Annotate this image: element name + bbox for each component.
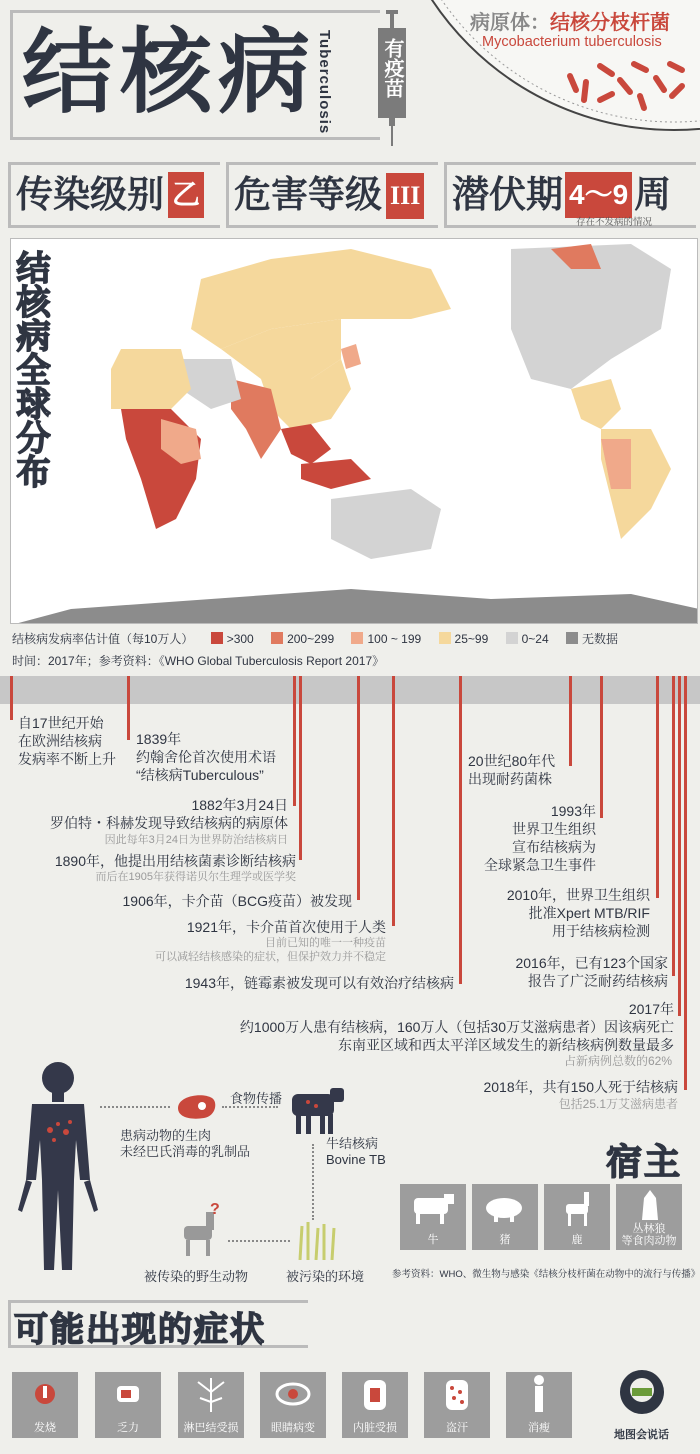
tl-1882: 1882年3月24日 罗伯特・科赫发现导致结核病的病原体 [50,797,288,831]
incubation-note: 存在不发病的情况 [576,217,653,228]
hosts-title: 宿主 [606,1141,683,1182]
arrow-wild [228,1240,290,1242]
host-deer: 鹿 [544,1184,610,1250]
cow-icon [282,1084,348,1136]
host-cattle: 牛 [400,1184,466,1250]
grass-icon [294,1220,342,1260]
stat-incubation [452,172,671,218]
legend-item: >300 [211,632,254,646]
page-title: 结核病 [22,22,317,124]
stat-class-value: 乙 [168,172,204,218]
label-food: 食物传播 [230,1091,283,1106]
hosts-source: 参考资料：WHO、微生物与感染《结核分枝杆菌在动物中的流行与传播》 [392,1269,700,1280]
tl-2010: 2010年，世界卫生组织 批准Xpert MTB/RIF 用于结核病检测 [506,887,650,939]
map-legend [12,630,618,647]
legend-item: 25~99 [439,632,489,646]
meat-icon [172,1090,220,1122]
legend-item: 无数据 [566,632,618,646]
host-pig: 猪 [472,1184,538,1250]
svg-text:?: ? [210,1201,220,1218]
pathogen-label: 病原体： [470,12,550,34]
tl-connector [392,676,395,926]
pathogen-label-line [470,6,670,35]
map-source: 时间：2017年；参考资料：《WHO Global Tuberculosis Report 2017》 [12,654,385,668]
symptom-eye: 眼睛病变 [260,1372,326,1438]
stat-hazard-value: III [386,173,424,219]
stat-hazard [234,172,424,219]
tl-2017-sub: 占新病例总数的62% [563,1054,672,1068]
symptom-lymph: 淋巴结受损 [178,1372,244,1438]
legend-title: 结核病发病率估计值（每10万人） [12,632,194,646]
tl-1980s: 20世纪80年代 出现耐药菌株 [468,753,556,787]
tl-connector [569,676,572,766]
tl-17c: 自17世纪开始 在欧洲结核病 发病率不断上升 [18,715,116,767]
deer-icon [176,1200,224,1258]
world-map [10,238,698,624]
tl-2018-sub: 包括25.1万艾滋病患者 [558,1097,678,1111]
pathogen-en: Mycobacterium tuberculosis [482,34,662,50]
stat-class-label: 传染级别 [16,174,164,215]
tl-2018: 2018年，共有150人死于结核病 [483,1079,678,1095]
stat-incubation-label: 潜伏期 [452,174,563,215]
arrow-to-human [100,1106,170,1108]
human-figure-icon [10,1060,106,1272]
map-side-title: 结核病全球分布 [11,250,49,488]
tl-connector [656,676,659,898]
legend-item: 100 ~ 199 [351,632,421,646]
symptom-organs: 内脏受损 [342,1372,408,1438]
tl-1882-sub: 因此每年3月24日为世界防治结核病日 [104,834,288,846]
tl-1839: 1839年 约翰舍伦首次使用术语 “结核病Tuberculous” [136,731,276,783]
timeline-bar [0,676,700,704]
legend-item: 200~299 [271,632,334,646]
tl-2016: 2016年，已有123个国家 报告了广泛耐药结核病 [515,955,668,989]
tl-connector [299,676,302,860]
symptom-fever: 发烧 [12,1372,78,1438]
tl-1943: 1943年，链霉素被发现可以有效治疗结核病 [184,975,454,991]
bacteria-icon [560,56,690,112]
stat-class [16,172,204,218]
host-coyote: 丛林狼 等食肉动物 [616,1184,682,1250]
legend-item: 0~24 [506,632,549,646]
tl-connector [684,676,687,1090]
label-env: 被污染的环境 [286,1269,365,1284]
symptom-sweat: 盗汗 [424,1372,490,1438]
label-meat: 患病动物的生肉 未经巴氏消毒的乳制品 [120,1128,251,1159]
label-cattle: 牛结核病 Bovine TB [326,1136,386,1167]
symptoms-title: 可能出现的症状 [14,1311,266,1349]
brand-name: 地图会说话 [614,1429,669,1441]
tl-1890: 1890年，他提出用结核菌素诊断结核病 [54,853,296,869]
tl-1890-sub: 而后在1905年获得诺贝尔生理学或医学奖 [95,871,296,883]
title-english: Tuberculosis [316,30,333,135]
tl-connector [10,676,13,720]
symptom-fatigue: 乏力 [95,1372,161,1438]
pathogen-cn: 结核分枝杆菌 [550,12,670,34]
tl-connector [127,676,130,740]
tl-connector [672,676,675,976]
tl-connector [293,676,296,806]
vaccine-label: 有疫苗 [381,38,403,98]
tl-connector [600,676,603,818]
stat-incubation-unit: 周 [634,174,672,215]
tl-1906: 1906年，卡介苗（BCG疫苗）被发现 [122,893,352,909]
tl-1921: 1921年，卡介苗首次使用于人类 [186,919,386,935]
stat-incubation-value: 4～9 [565,172,632,218]
symptom-weightloss: 消瘦 [506,1372,572,1438]
arrow-cattle-up [312,1144,314,1220]
tl-1921-sub: 目前已知的唯一一种疫苗 可以减轻结核感染的症状，但保护效力并不稳定 [155,937,386,963]
label-wild: 被传染的野生动物 [144,1269,249,1284]
tl-1993: 1993年 世界卫生组织 宣布结核病为 全球紧急卫生事件 [484,803,596,873]
brand-logo-icon [618,1368,666,1416]
tl-connector [357,676,360,900]
stat-hazard-label: 危害等级 [234,174,382,215]
tl-2017: 2017年 约1000万人患有结核病，160万人（包括30万艾滋病患者）因该病死亡 东南亚区域和西太平洋区域发生的新结核病例数量最多 [239,1001,674,1053]
tl-connector [678,676,681,1016]
